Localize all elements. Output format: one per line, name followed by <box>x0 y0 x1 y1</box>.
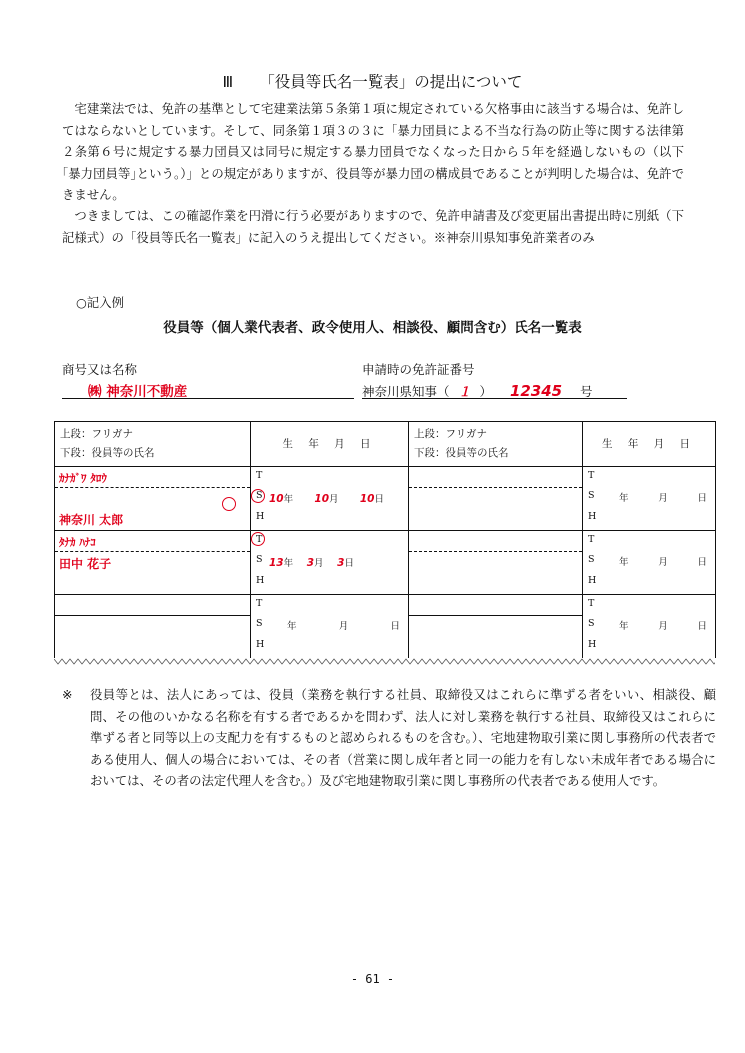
birth-date-cell-empty: T S H 年 月 日 <box>583 595 716 659</box>
officer-kana: ｶﾅｶﾞﾜ ﾀﾛｳ <box>59 472 107 485</box>
form-title: 役員等（個人業代表者、政令使用人、相談役、顧問含む）氏名一覧表 <box>163 320 582 336</box>
page-number: - 61 - <box>350 972 395 986</box>
header-officer-name: 下段：役員等の氏名 <box>414 447 509 459</box>
license-close: ） <box>479 384 493 399</box>
license-label: 申請時の免許証番号 <box>362 362 475 377</box>
tear-line <box>54 657 715 667</box>
note-mark: ※ <box>62 687 73 702</box>
officer-name: 田中 花子 <box>59 557 112 571</box>
section-number: Ⅲ <box>222 73 234 91</box>
intro-paragraph: 宅建業法では、免許の基準として宅建業法第５条第１項に規定されている欠格事由に該当する場合は、免許してはならないとしています。そして、同条第１項３の３に「暴力団員による不当な行為の防止等に関する法律第２条第６号に規定する暴力団員又は同号に規定する暴力団員でなくなった日から５年を経過しないもの（以下｢暴力団員等｣という。）」との規定がありますが、役員等が暴力団の構成員であることが判明した場合は、免許できません。 <box>62 101 684 202</box>
section-heading <box>0 70 745 92</box>
officer-roster-table <box>54 421 716 658</box>
header-birth-left: 生 年 月 日 <box>251 422 409 467</box>
header-birth-right: 生 年 月 日 <box>583 422 716 467</box>
trade-name-label: 商号又は名称 <box>62 362 138 377</box>
birth-date-cell: T S H 10年 10月 10日 <box>251 467 409 531</box>
license-number: 12345 <box>509 382 563 400</box>
instruction-paragraph: つきましては、この確認作業を円滑に行う必要がありますので、免許申請書及び変更届出書提出時に別紙（下記様式）の「役員等氏名一覧表」に記入のうえ提出してください。※神奈川県知事免許業者のみ <box>62 208 684 245</box>
table-row <box>55 467 716 531</box>
birth-date-cell-empty: T S H 年 月 日 <box>583 531 716 595</box>
definition-note <box>62 684 716 792</box>
birth-year: 13 <box>269 557 284 569</box>
note-text: 役員等とは、法人にあっては、役員（業務を執行する社員、取締役又はこれらに準ずる者をいい、相談役、顧問、その他のいかなる名称を有する者であるかを問わず、法人に対し業務を執行する社員、取締役又はこれらに準ずる者と同等以上の支配力を有するものと認められるものを含む。）、宅地建物取引業に関し事務所の代表者である使用人、個人の場合においては、その者（営業に関し成年者と同一の能力を有しない未成年者である場合においては、その者の法定代理人を含む。）及び宅地建物取引業に関し事務所の代表者である使用人です。 <box>90 687 716 788</box>
license-renewal-count: １ <box>458 384 471 399</box>
example-label: ○記入例 <box>76 295 124 310</box>
table-row <box>55 531 716 595</box>
name-cell-empty <box>409 467 583 531</box>
birth-day: 3 <box>337 557 345 569</box>
trade-name-underline <box>62 398 354 399</box>
header-officer-name: 下段：役員等の氏名 <box>60 447 155 459</box>
birth-day: 10 <box>359 493 375 505</box>
era-circle <box>251 532 265 546</box>
name-cell-empty <box>409 595 583 659</box>
officer-kana: ﾀﾅｶ ﾊﾅｺ <box>59 536 96 549</box>
license-suffix: 号 <box>580 384 593 399</box>
license-prefix: 神奈川県知事（ <box>362 384 450 399</box>
trade-name-value: ㈱ 神奈川不動産 <box>88 384 188 400</box>
license-underline <box>362 398 627 399</box>
name-cell-empty <box>55 595 251 659</box>
birth-year: 10 <box>269 493 284 505</box>
birth-month: 10 <box>314 493 330 505</box>
birth-date-cell: T S H 13年 3月 3日 <box>251 531 409 595</box>
birth-date-cell-empty: T S H 年 月 日 <box>251 595 409 659</box>
header-furigana: 上段：フリガナ <box>414 428 487 440</box>
era-circle <box>251 489 265 503</box>
name-cell <box>55 467 251 531</box>
name-cell-empty <box>409 531 583 595</box>
birth-date-cell-empty: T S H 年 月 日 <box>583 467 716 531</box>
header-furigana: 上段：フリガナ <box>60 428 133 440</box>
table-header-row <box>55 422 716 467</box>
table-row <box>55 595 716 659</box>
seal-circle <box>222 497 236 511</box>
name-cell <box>55 531 251 595</box>
officer-name: 神奈川 太郎 <box>59 513 124 527</box>
section-title: 「役員等氏名一覧表」の提出について <box>259 73 523 91</box>
birth-month: 3 <box>306 557 315 569</box>
header-name-right <box>409 422 583 467</box>
header-name-left <box>55 422 251 467</box>
